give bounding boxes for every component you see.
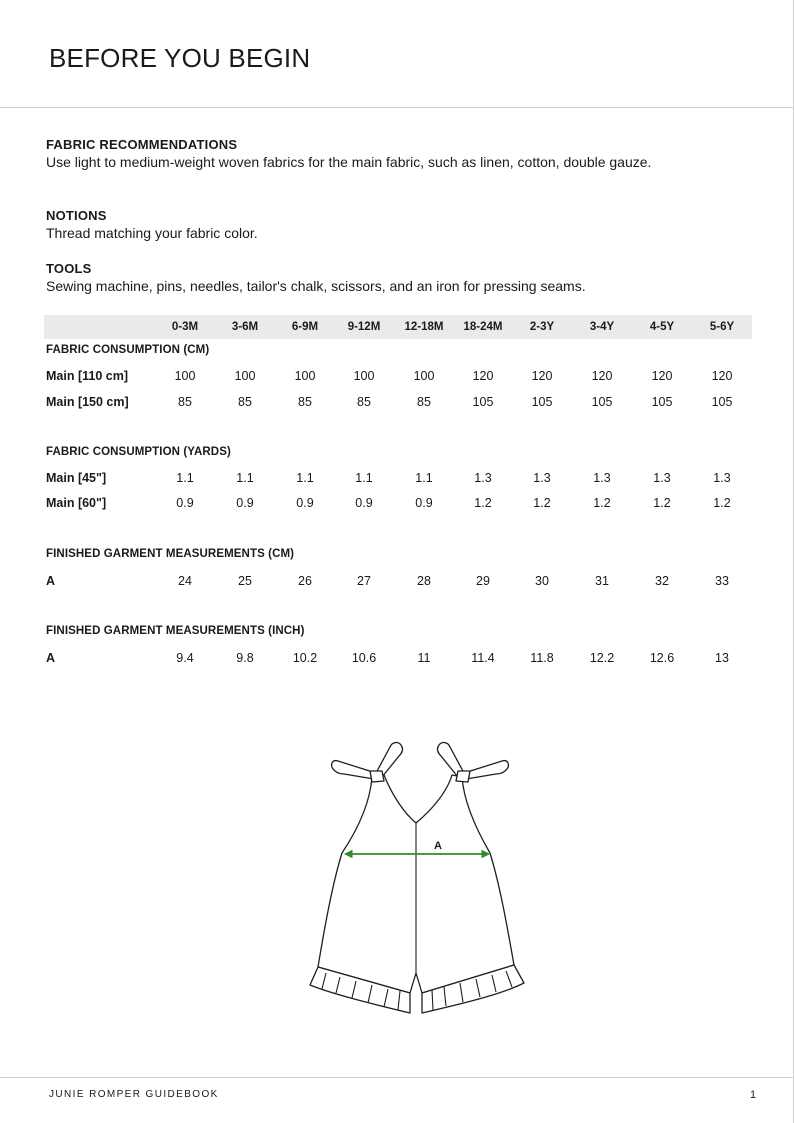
measurement-label: A bbox=[434, 840, 442, 852]
table-cell: 85 bbox=[298, 395, 312, 409]
section-fabric-recommendations bbox=[46, 137, 746, 172]
table-cell: 9.8 bbox=[236, 651, 254, 665]
table-cell: 11.4 bbox=[471, 651, 495, 665]
table-cell: 1.2 bbox=[474, 496, 492, 510]
section-heading: NOTIONS bbox=[46, 208, 107, 223]
table-cell: 1.3 bbox=[653, 471, 671, 485]
section-body: Sewing machine, pins, needles, tailor's chalk, scissors, and an iron for pressing seams. bbox=[46, 278, 586, 294]
table-cell: 30 bbox=[535, 574, 549, 588]
group-title: FINISHED GARMENT MEASUREMENTS (CM) bbox=[46, 548, 295, 560]
row-label: A bbox=[46, 574, 56, 588]
table-cell: 120 bbox=[591, 369, 613, 383]
table-cell: 1.1 bbox=[236, 471, 254, 485]
row-label: Main [45"] bbox=[46, 471, 107, 485]
table-cell: 0.9 bbox=[296, 496, 314, 510]
table-cell: 85 bbox=[178, 395, 192, 409]
table-cell: 25 bbox=[238, 574, 252, 588]
section-body: Thread matching your fabric color. bbox=[46, 225, 258, 241]
size-header: 9-12M bbox=[347, 321, 381, 333]
group-title: FABRIC CONSUMPTION (YARDS) bbox=[46, 446, 231, 458]
header-divider bbox=[0, 107, 793, 108]
row-label: Main [60"] bbox=[46, 496, 107, 510]
table-cell: 100 bbox=[174, 369, 196, 383]
table-cell: 1.2 bbox=[593, 496, 611, 510]
table-cell: 9.4 bbox=[176, 651, 194, 665]
section-tools bbox=[46, 261, 746, 296]
table-cell: 11 bbox=[417, 651, 431, 665]
size-header: 2-3Y bbox=[529, 321, 555, 333]
table-cell: 1.2 bbox=[713, 496, 731, 510]
size-header: 18-24M bbox=[463, 321, 503, 333]
table-cell: 1.1 bbox=[415, 471, 433, 485]
table-cell: 1.2 bbox=[533, 496, 551, 510]
right-tie-lower bbox=[464, 761, 508, 779]
table-cell: 10.2 bbox=[292, 651, 318, 665]
size-header-row bbox=[44, 315, 752, 339]
table-cell: 105 bbox=[711, 395, 733, 409]
left-tie-knot bbox=[370, 771, 384, 782]
table-cell: 100 bbox=[234, 369, 256, 383]
table-cell: 1.3 bbox=[533, 471, 551, 485]
section-heading: TOOLS bbox=[46, 261, 92, 276]
size-header: 4-5Y bbox=[649, 321, 675, 333]
section-body: Use light to medium-weight woven fabrics for the main fabric, such as linen, cotton, double gauze. bbox=[46, 154, 652, 170]
size-header: 12-18M bbox=[404, 321, 444, 333]
size-header: 3-6M bbox=[231, 321, 259, 333]
table-cell: 85 bbox=[357, 395, 371, 409]
row-label: Main [110 cm] bbox=[46, 369, 128, 383]
table-cell: 105 bbox=[591, 395, 613, 409]
table-cell: 1.1 bbox=[296, 471, 314, 485]
footer-title: JUNIE ROMPER GUIDEBOOK bbox=[49, 1089, 219, 1100]
right-tie-knot bbox=[456, 771, 470, 782]
table-cell: 105 bbox=[472, 395, 494, 409]
table-cell: 1.3 bbox=[593, 471, 611, 485]
size-header: 6-9M bbox=[291, 321, 319, 333]
footer-divider bbox=[0, 1077, 793, 1078]
table-row bbox=[44, 392, 752, 412]
table-cell: 32 bbox=[655, 574, 669, 588]
table-cell: 85 bbox=[238, 395, 252, 409]
section-notions bbox=[46, 208, 746, 243]
size-header: 3-4Y bbox=[589, 321, 615, 333]
table-cell: 24 bbox=[178, 574, 192, 588]
table-cell: 0.9 bbox=[176, 496, 194, 510]
section-heading: FABRIC RECOMMENDATIONS bbox=[46, 137, 238, 152]
table-cell: 1.1 bbox=[176, 471, 194, 485]
table-cell: 12.6 bbox=[649, 651, 675, 665]
table-cell: 28 bbox=[417, 574, 431, 588]
group-title: FABRIC CONSUMPTION (CM) bbox=[46, 344, 210, 356]
table-cell: 27 bbox=[357, 574, 371, 588]
left-tie-lower bbox=[332, 761, 376, 779]
table-cell: 33 bbox=[715, 574, 729, 588]
page-number: 1 bbox=[750, 1089, 757, 1101]
table-row bbox=[44, 648, 752, 668]
table-cell: 26 bbox=[298, 574, 312, 588]
table-cell: 100 bbox=[294, 369, 316, 383]
row-label: Main [150 cm] bbox=[46, 395, 129, 409]
size-chart-table bbox=[44, 315, 752, 665]
table-cell: 29 bbox=[476, 574, 490, 588]
table-cell: 100 bbox=[413, 369, 435, 383]
table-row bbox=[44, 571, 752, 591]
page-title: BEFORE YOU BEGIN bbox=[49, 43, 311, 73]
table-cell: 1.1 bbox=[355, 471, 373, 485]
table-cell: 120 bbox=[711, 369, 733, 383]
table-cell: 105 bbox=[531, 395, 553, 409]
table-cell: 12.2 bbox=[589, 651, 615, 665]
table-cell: 1.3 bbox=[713, 471, 731, 485]
table-cell: 85 bbox=[417, 395, 431, 409]
table-cell: 10.6 bbox=[351, 651, 377, 665]
table-row bbox=[44, 468, 752, 488]
table-row bbox=[44, 493, 752, 513]
size-header: 5-6Y bbox=[709, 321, 735, 333]
group-title: FINISHED GARMENT MEASUREMENTS (INCH) bbox=[46, 625, 305, 637]
size-header: 0-3M bbox=[171, 321, 199, 333]
row-label: A bbox=[46, 651, 56, 665]
table-cell: 0.9 bbox=[415, 496, 433, 510]
table-cell: 120 bbox=[531, 369, 553, 383]
table-cell: 1.3 bbox=[474, 471, 492, 485]
table-row bbox=[44, 366, 752, 386]
table-cell: 0.9 bbox=[236, 496, 254, 510]
table-cell: 1.2 bbox=[653, 496, 671, 510]
table-cell: 120 bbox=[472, 369, 494, 383]
table-cell: 13 bbox=[715, 651, 729, 665]
table-cell: 0.9 bbox=[355, 496, 373, 510]
table-cell: 120 bbox=[651, 369, 673, 383]
table-cell: 105 bbox=[651, 395, 673, 409]
romper-illustration bbox=[300, 735, 540, 1020]
table-cell: 31 bbox=[595, 574, 609, 588]
table-cell: 100 bbox=[353, 369, 375, 383]
table-cell: 11.8 bbox=[530, 651, 554, 665]
